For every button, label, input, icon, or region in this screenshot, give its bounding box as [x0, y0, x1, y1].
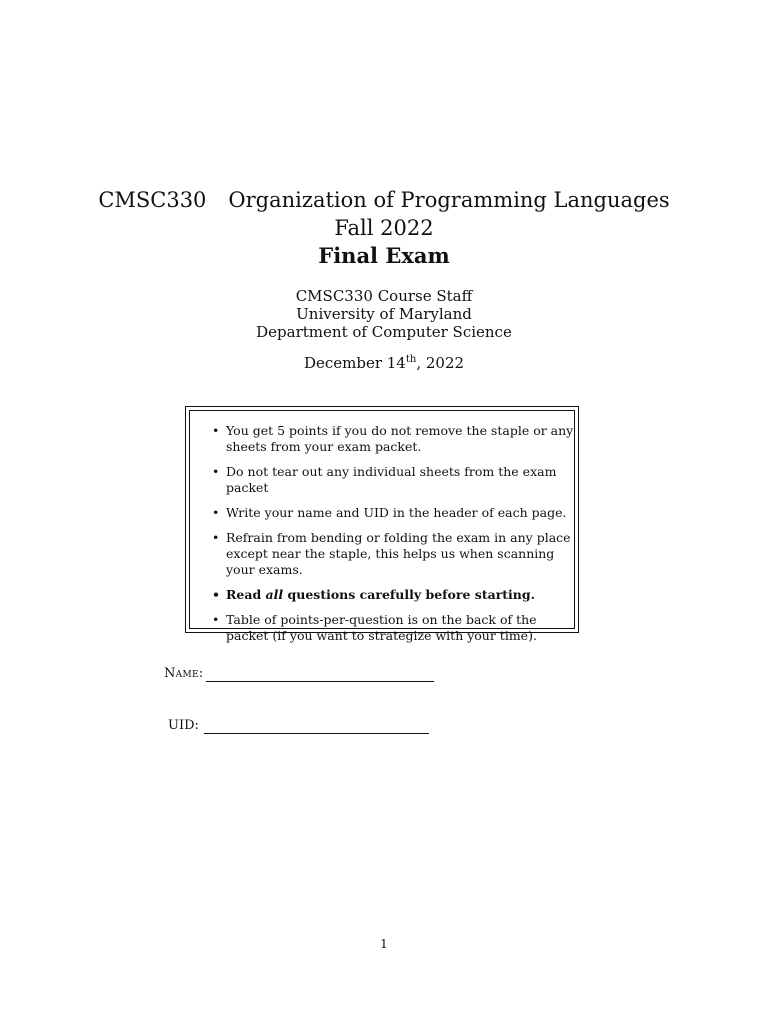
instruction-item [212, 612, 574, 644]
exam-date [0, 354, 768, 372]
instruction-emphasis: all [265, 587, 284, 602]
instructions-list [212, 423, 574, 653]
instruction-item [212, 505, 574, 521]
course-staff: CMSC330 Course Staff [295, 287, 473, 305]
instruction-item [212, 530, 574, 578]
course-title-line [0, 186, 768, 214]
department: Department of Computer Science [256, 323, 512, 341]
date-year: , 2022 [416, 354, 465, 372]
bullet-icon: • [212, 505, 220, 520]
university: University of Maryland [296, 305, 472, 323]
name-field[interactable] [206, 681, 434, 682]
exam-title: Final Exam [318, 243, 450, 268]
bullet-icon: • [212, 587, 220, 602]
instructions-box [185, 406, 579, 643]
course-code: CMSC330 [98, 188, 207, 212]
bullet-icon: • [212, 530, 220, 545]
instruction-text: Refrain from bending or folding the exam in any place except near the staple, this helps us when scanning your exams. [226, 530, 571, 577]
instruction-text-pre: Read [226, 587, 266, 602]
page-number: 1 [380, 937, 388, 951]
instruction-text: Table of points-per-question is on the back of the packet (if you want to strategize with your time). [226, 612, 537, 643]
instruction-text: You get 5 points if you do not remove the staple or any sheets from your exam packet. [226, 423, 574, 454]
bullet-icon: • [212, 423, 220, 438]
instruction-item [212, 587, 574, 603]
uid-label: UID: [168, 718, 199, 733]
instruction-text-post: questions carefully before starting. [283, 587, 535, 602]
instruction-text: Write your name and UID in the header of each page. [226, 505, 567, 520]
instruction-text: Do not tear out any individual sheets from the exam packet [226, 464, 557, 495]
instruction-item [212, 423, 574, 455]
instruction-item [212, 464, 574, 496]
uid-field[interactable] [204, 733, 429, 734]
term: Fall 2022 [334, 216, 434, 240]
bullet-icon: • [212, 612, 220, 627]
name-label: Name: [164, 666, 204, 681]
date-suffix: th [405, 354, 417, 365]
date-month-day: December 14 [303, 354, 406, 372]
course-name: Organization of Programming Languages [228, 188, 670, 212]
bullet-icon: • [212, 464, 220, 479]
